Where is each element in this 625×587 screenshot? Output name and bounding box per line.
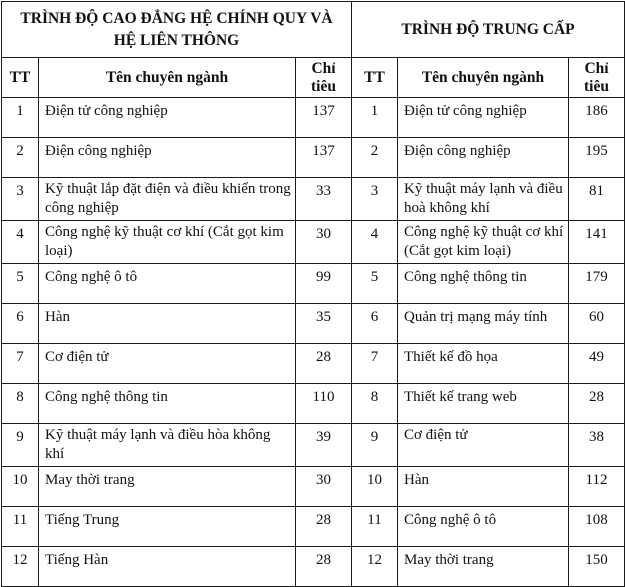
- right-quota-header-line2: tiêu: [584, 77, 609, 95]
- table-row: [2, 178, 625, 221]
- right-quota-cell: 179: [569, 264, 625, 304]
- right-name-cell: Quản trị mạng máy tính: [398, 304, 569, 344]
- intermediate-level-title: TRÌNH ĐỘ TRUNG CẤP: [352, 2, 625, 58]
- right-tt-cell: 6: [352, 304, 398, 344]
- table-row: [2, 221, 625, 264]
- left-quota-cell: 137: [296, 138, 352, 178]
- table-row: [2, 344, 625, 384]
- right-quota-cell: 150: [569, 547, 625, 587]
- right-quota-cell: 108: [569, 507, 625, 547]
- left-name-cell: Hàn: [39, 304, 296, 344]
- enrollment-quota-table: [1, 1, 625, 587]
- right-quota-cell: 141: [569, 221, 625, 264]
- right-quota-cell: 186: [569, 98, 625, 138]
- table-row: [2, 507, 625, 547]
- left-name-cell: Điện tử công nghiệp: [39, 98, 296, 138]
- table-row: [2, 138, 625, 178]
- table-row: [2, 547, 625, 587]
- left-quota-cell: 28: [296, 507, 352, 547]
- right-name-cell: Điện tử công nghiệp: [398, 98, 569, 138]
- left-tt-cell: 4: [2, 221, 39, 264]
- table-row: [2, 304, 625, 344]
- left-quota-cell: 30: [296, 221, 352, 264]
- left-name-cell: Công nghệ kỹ thuật cơ khí (Cắt gọt kim loại): [39, 221, 296, 264]
- right-quota-cell: 112: [569, 467, 625, 507]
- right-quota-cell: 60: [569, 304, 625, 344]
- left-quota-cell: 35: [296, 304, 352, 344]
- left-tt-cell: 3: [2, 178, 39, 221]
- right-name-cell: Công nghệ kỹ thuật cơ khí (Cắt gọt kim loại): [398, 221, 569, 264]
- left-quota-cell: 30: [296, 467, 352, 507]
- left-quota-header-line1: Chỉ: [311, 59, 336, 77]
- right-quota-cell: 28: [569, 384, 625, 424]
- right-tt-cell: 11: [352, 507, 398, 547]
- section-title-row: [2, 2, 625, 58]
- right-tt-cell: 8: [352, 384, 398, 424]
- left-quota-cell: 39: [296, 424, 352, 467]
- college-level-title: [2, 2, 352, 58]
- left-name-cell: Tiếng Trung: [39, 507, 296, 547]
- left-name-cell: Kỹ thuật lắp đặt điện và điều khiển trong công nghiệp: [39, 178, 296, 221]
- right-quota-cell: 49: [569, 344, 625, 384]
- right-tt-cell: 4: [352, 221, 398, 264]
- table-row: [2, 424, 625, 467]
- enrollment-quota-document: [1, 1, 625, 587]
- right-tt-cell: 5: [352, 264, 398, 304]
- left-quota-cell: 137: [296, 98, 352, 138]
- right-tt-cell: 1: [352, 98, 398, 138]
- right-name-cell: Thiết kế đồ họa: [398, 344, 569, 384]
- left-quota-cell: 33: [296, 178, 352, 221]
- left-name-cell: Kỹ thuật máy lạnh và điều hòa không khí: [39, 424, 296, 467]
- table-row: [2, 467, 625, 507]
- left-tt-header: TT: [2, 58, 39, 98]
- left-quota-cell: 110: [296, 384, 352, 424]
- left-tt-cell: 12: [2, 547, 39, 587]
- left-tt-cell: 9: [2, 424, 39, 467]
- right-name-cell: Điện công nghiệp: [398, 138, 569, 178]
- table-row: [2, 264, 625, 304]
- right-name-cell: Cơ điện tử: [398, 424, 569, 467]
- right-tt-cell: 3: [352, 178, 398, 221]
- left-tt-cell: 10: [2, 467, 39, 507]
- table-row: [2, 98, 625, 138]
- left-name-cell: Tiếng Hàn: [39, 547, 296, 587]
- left-name-cell: May thời trang: [39, 467, 296, 507]
- left-quota-cell: 28: [296, 547, 352, 587]
- table-row: [2, 384, 625, 424]
- right-name-cell: Kỹ thuật máy lạnh và điều hoà không khí: [398, 178, 569, 221]
- right-name-cell: Hàn: [398, 467, 569, 507]
- left-tt-cell: 8: [2, 384, 39, 424]
- right-quota-cell: 81: [569, 178, 625, 221]
- left-tt-cell: 2: [2, 138, 39, 178]
- right-tt-cell: 2: [352, 138, 398, 178]
- right-tt-cell: 9: [352, 424, 398, 467]
- left-tt-cell: 11: [2, 507, 39, 547]
- left-quota-header-line2: tiêu: [311, 77, 336, 95]
- right-tt-cell: 12: [352, 547, 398, 587]
- left-quota-cell: 99: [296, 264, 352, 304]
- right-name-cell: Thiết kế trang web: [398, 384, 569, 424]
- right-quota-header-line1: Chỉ: [584, 59, 609, 77]
- left-name-header: Tên chuyên ngành: [39, 58, 296, 98]
- right-quota-cell: 195: [569, 138, 625, 178]
- right-name-cell: Công nghệ ô tô: [398, 507, 569, 547]
- left-tt-cell: 5: [2, 264, 39, 304]
- college-level-title-line2: HỆ LIÊN THÔNG: [113, 31, 240, 49]
- left-tt-cell: 6: [2, 304, 39, 344]
- column-header-row: [2, 58, 625, 98]
- right-quota-cell: 38: [569, 424, 625, 467]
- left-tt-cell: 1: [2, 98, 39, 138]
- right-quota-header: [569, 58, 625, 98]
- right-name-cell: Công nghệ thông tin: [398, 264, 569, 304]
- left-quota-header: [296, 58, 352, 98]
- left-name-cell: Công nghệ ô tô: [39, 264, 296, 304]
- left-quota-cell: 28: [296, 344, 352, 384]
- right-name-cell: May thời trang: [398, 547, 569, 587]
- right-tt-header: TT: [352, 58, 398, 98]
- left-name-cell: Cơ điện tử: [39, 344, 296, 384]
- left-tt-cell: 7: [2, 344, 39, 384]
- right-name-header: Tên chuyên ngành: [398, 58, 569, 98]
- right-tt-cell: 10: [352, 467, 398, 507]
- right-tt-cell: 7: [352, 344, 398, 384]
- college-level-title-line1: TRÌNH ĐỘ CAO ĐẲNG HỆ CHÍNH QUY VÀ: [20, 9, 333, 27]
- left-name-cell: Công nghệ thông tin: [39, 384, 296, 424]
- left-name-cell: Điện công nghiệp: [39, 138, 296, 178]
